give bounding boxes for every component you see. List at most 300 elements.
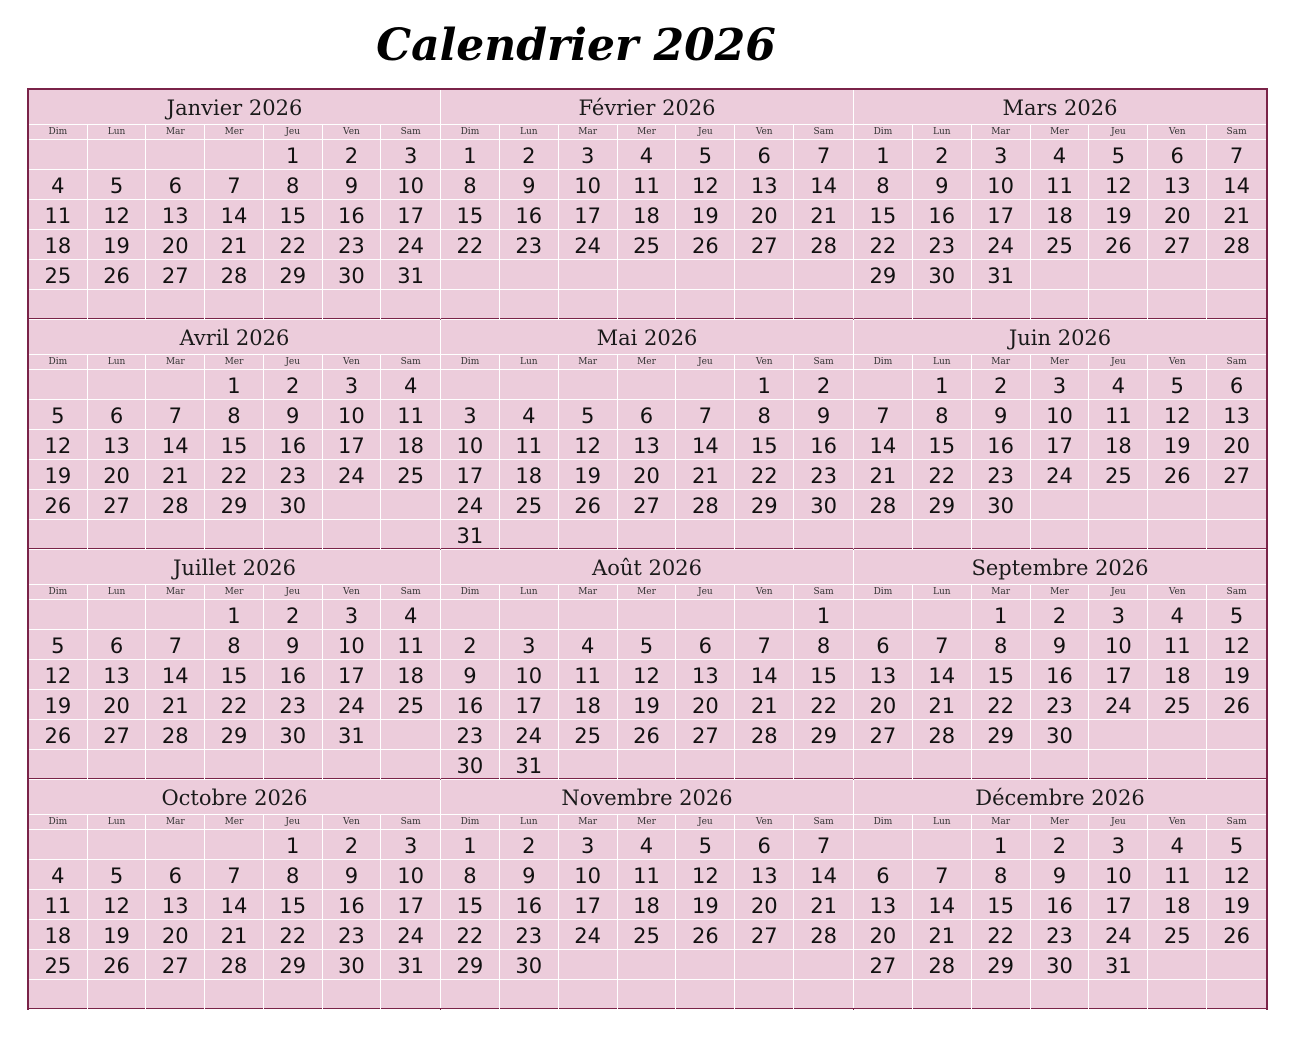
empty-day-cell — [1148, 290, 1207, 320]
empty-day-cell — [500, 520, 559, 550]
day-cell: 27 — [854, 950, 913, 980]
day-cell: 25 — [559, 720, 618, 750]
day-cell: 13 — [1148, 170, 1207, 200]
day-cell: 8 — [794, 630, 853, 660]
empty-day-cell — [381, 290, 440, 320]
month-block — [29, 780, 441, 1008]
empty-day-cell — [146, 600, 205, 630]
day-cell: 7 — [794, 140, 853, 170]
day-cell: 16 — [1031, 890, 1090, 920]
day-cell: 15 — [794, 660, 853, 690]
day-cell: 14 — [676, 430, 735, 460]
weekday-label: Dim — [441, 815, 500, 829]
empty-day-cell — [264, 750, 323, 780]
empty-day-cell — [618, 950, 677, 980]
day-cell: 10 — [1031, 400, 1090, 430]
empty-day-cell — [323, 750, 382, 780]
day-cell: 24 — [559, 920, 618, 950]
day-cell: 28 — [1207, 230, 1266, 260]
day-cell: 3 — [1031, 370, 1090, 400]
day-cell: 9 — [323, 170, 382, 200]
weekday-label: Mer — [1031, 585, 1090, 599]
month-name: Juin 2026 — [854, 320, 1266, 355]
day-cell: 23 — [264, 690, 323, 720]
empty-day-cell — [1089, 750, 1148, 780]
month-block — [854, 550, 1266, 780]
day-cell: 4 — [381, 600, 440, 630]
day-cell: 1 — [441, 140, 500, 170]
empty-day-cell — [1148, 490, 1207, 520]
day-cell: 1 — [913, 370, 972, 400]
day-cell: 23 — [913, 230, 972, 260]
weekday-label: Sam — [1226, 127, 1247, 137]
day-cell: 11 — [381, 630, 440, 660]
day-cell: 6 — [146, 170, 205, 200]
weekday-label: Mar — [559, 125, 618, 139]
day-cell: 18 — [1148, 660, 1207, 690]
day-cell: 24 — [1031, 460, 1090, 490]
weekday-label: Jeu — [1089, 585, 1148, 599]
day-cell: 12 — [676, 860, 735, 890]
weekday-label: Sam — [813, 357, 834, 367]
weekday-label: Mar — [146, 125, 205, 139]
weekday-label: Mar — [559, 815, 618, 829]
day-cell: 16 — [1031, 660, 1090, 690]
day-cell: 28 — [794, 230, 853, 260]
weekday-label: Dim — [854, 815, 913, 829]
weekday-label: Ven — [323, 125, 382, 139]
empty-day-cell — [972, 980, 1031, 1010]
day-cell: 1 — [205, 600, 264, 630]
month-block — [854, 90, 1266, 320]
day-cell: 13 — [854, 660, 913, 690]
day-cell: 14 — [205, 200, 264, 230]
month-name: Décembre 2026 — [854, 780, 1266, 815]
weekday-label: Lun — [913, 355, 972, 369]
day-cell: 13 — [735, 860, 794, 890]
day-cell: 13 — [618, 430, 677, 460]
day-cell: 27 — [88, 720, 147, 750]
weekday-label: Dim — [441, 125, 500, 139]
day-cell: 9 — [972, 400, 1031, 430]
day-cell: 25 — [500, 490, 559, 520]
day-cell: 18 — [618, 200, 677, 230]
day-cell: 27 — [146, 950, 205, 980]
day-cell: 16 — [323, 200, 382, 230]
empty-day-cell — [676, 260, 735, 290]
day-cell: 10 — [323, 630, 382, 660]
day-cell: 18 — [381, 660, 440, 690]
day-cell: 29 — [854, 260, 913, 290]
day-cell: 14 — [146, 660, 205, 690]
day-cell: 3 — [381, 830, 440, 860]
day-cell: 31 — [972, 260, 1031, 290]
day-cell: 11 — [29, 890, 88, 920]
empty-day-cell — [735, 750, 794, 780]
day-cell: 10 — [381, 860, 440, 890]
day-cell: 26 — [29, 720, 88, 750]
day-cell: 22 — [913, 460, 972, 490]
weekday-label: Dim — [29, 585, 88, 599]
empty-day-cell — [854, 520, 913, 550]
day-cell: 17 — [1089, 660, 1148, 690]
day-cell: 24 — [441, 490, 500, 520]
empty-day-cell — [854, 830, 913, 860]
empty-day-cell — [1207, 950, 1266, 980]
empty-day-cell — [794, 290, 853, 320]
day-cell: 20 — [88, 460, 147, 490]
day-cell: 12 — [29, 430, 88, 460]
day-cell: 10 — [559, 170, 618, 200]
weekday-label: Dim — [29, 355, 88, 369]
day-cell: 16 — [794, 430, 853, 460]
day-cell: 31 — [441, 520, 500, 550]
day-cell: 28 — [146, 720, 205, 750]
month-block — [854, 320, 1266, 550]
day-cell: 16 — [500, 200, 559, 230]
day-cell: 25 — [29, 950, 88, 980]
calendar-frame — [27, 88, 1268, 1010]
day-cell: 8 — [972, 630, 1031, 660]
day-cell: 6 — [88, 630, 147, 660]
weekday-label: Lun — [500, 815, 559, 829]
day-cell: 12 — [88, 890, 147, 920]
month-name: Mars 2026 — [854, 90, 1266, 125]
day-cell: 28 — [913, 720, 972, 750]
weekday-label: Sam — [1226, 587, 1247, 597]
day-cell: 7 — [794, 830, 853, 860]
day-cell: 21 — [1207, 200, 1266, 230]
month-block — [441, 780, 854, 1008]
day-cell: 3 — [559, 830, 618, 860]
month-name: Novembre 2026 — [441, 780, 853, 815]
day-cell: 5 — [1207, 600, 1266, 630]
weekday-label: Sam — [400, 817, 421, 827]
month-block — [854, 780, 1266, 1008]
weekday-label: Sam — [400, 357, 421, 367]
empty-day-cell — [676, 950, 735, 980]
day-cell: 11 — [29, 200, 88, 230]
day-cell: 21 — [205, 230, 264, 260]
day-cell: 7 — [146, 400, 205, 430]
empty-day-cell — [1207, 520, 1266, 550]
day-cell: 28 — [205, 950, 264, 980]
day-cell: 5 — [29, 630, 88, 660]
day-cell: 27 — [735, 230, 794, 260]
empty-day-cell — [500, 980, 559, 1010]
day-cell: 20 — [735, 200, 794, 230]
day-cell: 29 — [735, 490, 794, 520]
empty-day-cell — [88, 290, 147, 320]
empty-day-cell — [854, 290, 913, 320]
day-cell: 22 — [264, 920, 323, 950]
empty-day-cell — [205, 140, 264, 170]
month-name: Janvier 2026 — [29, 90, 440, 125]
day-cell: 20 — [676, 690, 735, 720]
day-cell: 24 — [1089, 920, 1148, 950]
day-cell: 6 — [1148, 140, 1207, 170]
day-cell: 11 — [1089, 400, 1148, 430]
month-name: Février 2026 — [441, 90, 853, 125]
day-cell: 18 — [1031, 200, 1090, 230]
empty-day-cell — [323, 290, 382, 320]
day-cell: 4 — [29, 170, 88, 200]
day-cell: 21 — [854, 460, 913, 490]
empty-day-cell — [381, 490, 440, 520]
day-cell: 27 — [88, 490, 147, 520]
empty-day-cell — [794, 750, 853, 780]
day-cell: 9 — [441, 660, 500, 690]
empty-day-cell — [1207, 980, 1266, 1010]
empty-day-cell — [441, 290, 500, 320]
day-cell: 2 — [972, 370, 1031, 400]
day-cell: 1 — [854, 140, 913, 170]
empty-day-cell — [146, 750, 205, 780]
weekday-label: Mer — [205, 125, 264, 139]
day-cell: 30 — [323, 260, 382, 290]
days-grid — [441, 140, 853, 320]
weekday-label: Mar — [972, 125, 1031, 139]
empty-day-cell — [205, 750, 264, 780]
empty-day-cell — [1148, 980, 1207, 1010]
day-cell: 12 — [618, 660, 677, 690]
empty-day-cell — [1031, 520, 1090, 550]
day-cell: 10 — [1089, 630, 1148, 660]
day-cell: 8 — [205, 630, 264, 660]
empty-day-cell — [676, 370, 735, 400]
day-cell: 18 — [1089, 430, 1148, 460]
empty-day-cell — [794, 260, 853, 290]
day-cell: 7 — [146, 630, 205, 660]
day-cell: 25 — [1089, 460, 1148, 490]
day-cell: 2 — [500, 830, 559, 860]
weekday-header — [29, 125, 440, 140]
empty-day-cell — [88, 830, 147, 860]
day-cell: 14 — [854, 430, 913, 460]
day-cell: 26 — [1148, 460, 1207, 490]
day-cell: 24 — [559, 230, 618, 260]
day-cell: 26 — [676, 230, 735, 260]
day-cell: 10 — [500, 660, 559, 690]
day-cell: 5 — [559, 400, 618, 430]
empty-day-cell — [618, 600, 677, 630]
day-cell: 22 — [441, 920, 500, 950]
empty-day-cell — [381, 720, 440, 750]
weekday-label: Ven — [323, 355, 382, 369]
day-cell: 28 — [146, 490, 205, 520]
day-cell: 31 — [323, 720, 382, 750]
month-name: Mai 2026 — [441, 320, 853, 355]
empty-day-cell — [1031, 290, 1090, 320]
day-cell: 17 — [559, 890, 618, 920]
empty-day-cell — [29, 750, 88, 780]
empty-day-cell — [1207, 490, 1266, 520]
weekday-label: Mer — [205, 355, 264, 369]
weekday-label: Ven — [735, 355, 794, 369]
empty-day-cell — [441, 370, 500, 400]
empty-day-cell — [1089, 260, 1148, 290]
day-cell: 24 — [323, 690, 382, 720]
day-cell: 29 — [972, 950, 1031, 980]
day-cell: 19 — [29, 690, 88, 720]
day-cell: 29 — [913, 490, 972, 520]
day-cell: 18 — [1148, 890, 1207, 920]
empty-day-cell — [913, 520, 972, 550]
weekday-label: Jeu — [264, 815, 323, 829]
empty-day-cell — [913, 750, 972, 780]
day-cell: 12 — [1207, 630, 1266, 660]
weekday-label: Sam — [813, 587, 834, 597]
day-cell: 31 — [381, 260, 440, 290]
day-cell: 3 — [1089, 830, 1148, 860]
day-cell: 1 — [264, 140, 323, 170]
day-cell: 12 — [1148, 400, 1207, 430]
day-cell: 6 — [618, 400, 677, 430]
weekday-label: Lun — [913, 585, 972, 599]
day-cell: 13 — [854, 890, 913, 920]
empty-day-cell — [913, 290, 972, 320]
empty-day-cell — [88, 370, 147, 400]
day-cell: 16 — [972, 430, 1031, 460]
day-cell: 3 — [323, 600, 382, 630]
empty-day-cell — [618, 520, 677, 550]
day-cell: 18 — [29, 230, 88, 260]
weekday-label: Ven — [1148, 815, 1207, 829]
empty-day-cell — [264, 290, 323, 320]
empty-day-cell — [146, 980, 205, 1010]
empty-day-cell — [1089, 290, 1148, 320]
day-cell: 4 — [1148, 600, 1207, 630]
day-cell: 16 — [500, 890, 559, 920]
empty-day-cell — [323, 980, 382, 1010]
day-cell: 30 — [913, 260, 972, 290]
empty-day-cell — [88, 980, 147, 1010]
empty-day-cell — [205, 520, 264, 550]
weekday-label: Dim — [29, 815, 88, 829]
day-cell: 2 — [1031, 830, 1090, 860]
day-cell: 20 — [1148, 200, 1207, 230]
weekday-label: Jeu — [264, 355, 323, 369]
day-cell: 2 — [1031, 600, 1090, 630]
weekday-label: Lun — [88, 355, 147, 369]
empty-day-cell — [323, 520, 382, 550]
weekday-label: Jeu — [676, 815, 735, 829]
day-cell: 25 — [1148, 690, 1207, 720]
day-cell: 17 — [500, 690, 559, 720]
day-cell: 30 — [264, 720, 323, 750]
empty-day-cell — [1148, 720, 1207, 750]
day-cell: 9 — [1031, 630, 1090, 660]
weekday-label: Ven — [1148, 355, 1207, 369]
day-cell: 29 — [972, 720, 1031, 750]
day-cell: 26 — [1207, 920, 1266, 950]
day-cell: 11 — [1148, 860, 1207, 890]
day-cell: 19 — [1207, 890, 1266, 920]
day-cell: 17 — [1089, 890, 1148, 920]
days-grid — [29, 830, 440, 1010]
empty-day-cell — [913, 600, 972, 630]
day-cell: 29 — [794, 720, 853, 750]
day-cell: 6 — [854, 630, 913, 660]
day-cell: 8 — [441, 170, 500, 200]
day-cell: 5 — [88, 170, 147, 200]
day-cell: 5 — [1089, 140, 1148, 170]
days-grid — [854, 600, 1266, 780]
day-cell: 19 — [1089, 200, 1148, 230]
day-cell: 4 — [1031, 140, 1090, 170]
day-cell: 22 — [441, 230, 500, 260]
empty-day-cell — [559, 520, 618, 550]
empty-day-cell — [559, 980, 618, 1010]
day-cell: 13 — [146, 200, 205, 230]
day-cell: 29 — [264, 260, 323, 290]
month-name: Avril 2026 — [29, 320, 440, 355]
weekday-label: Ven — [1148, 125, 1207, 139]
day-cell: 18 — [618, 890, 677, 920]
day-cell: 4 — [618, 830, 677, 860]
day-cell: 17 — [972, 200, 1031, 230]
day-cell: 7 — [205, 860, 264, 890]
empty-day-cell — [264, 520, 323, 550]
empty-day-cell — [913, 830, 972, 860]
weekday-label: Dim — [29, 125, 88, 139]
month-name: Octobre 2026 — [29, 780, 440, 815]
days-grid — [441, 370, 853, 550]
day-cell: 8 — [264, 860, 323, 890]
day-cell: 6 — [735, 830, 794, 860]
day-cell: 22 — [972, 920, 1031, 950]
weekday-label: Ven — [323, 585, 382, 599]
weekday-label: Jeu — [1089, 355, 1148, 369]
empty-day-cell — [1089, 720, 1148, 750]
empty-day-cell — [88, 520, 147, 550]
day-cell: 26 — [88, 950, 147, 980]
day-cell: 31 — [381, 950, 440, 980]
empty-day-cell — [972, 290, 1031, 320]
day-cell: 13 — [146, 890, 205, 920]
day-cell: 16 — [913, 200, 972, 230]
empty-day-cell — [205, 980, 264, 1010]
day-cell: 11 — [1031, 170, 1090, 200]
empty-day-cell — [264, 980, 323, 1010]
day-cell: 19 — [1207, 660, 1266, 690]
day-cell: 11 — [618, 170, 677, 200]
day-cell: 26 — [88, 260, 147, 290]
day-cell: 14 — [794, 860, 853, 890]
day-cell: 9 — [913, 170, 972, 200]
day-cell: 27 — [854, 720, 913, 750]
day-cell: 21 — [913, 920, 972, 950]
weekday-label: Sam — [400, 127, 421, 137]
day-cell: 30 — [264, 490, 323, 520]
day-cell: 21 — [676, 460, 735, 490]
day-cell: 1 — [264, 830, 323, 860]
day-cell: 19 — [88, 920, 147, 950]
days-grid — [854, 830, 1266, 1010]
empty-day-cell — [913, 980, 972, 1010]
empty-day-cell — [29, 980, 88, 1010]
weekday-label: Lun — [500, 125, 559, 139]
day-cell: 3 — [381, 140, 440, 170]
weekday-label: Mar — [972, 815, 1031, 829]
empty-day-cell — [618, 980, 677, 1010]
day-cell: 10 — [381, 170, 440, 200]
day-cell: 15 — [205, 430, 264, 460]
day-cell: 4 — [559, 630, 618, 660]
day-cell: 2 — [264, 370, 323, 400]
day-cell: 19 — [676, 890, 735, 920]
day-cell: 25 — [1148, 920, 1207, 950]
